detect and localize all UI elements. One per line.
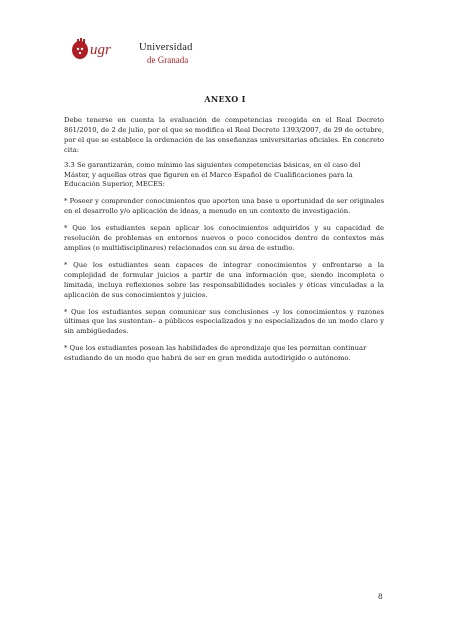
competence-item: * Que los estudiantes posean las habilidades de aprendizaje que les permitan continuar estudiando de un modo que habrá de ser en gran medida autodirigido o autónomo. <box>64 344 367 363</box>
competence-item: * Poseer y comprender conocimientos que aporten una base u oportunidad de ser originales en el desarrollo y/o aplicación de ideas, a menudo en un contexto de investigación. <box>64 197 384 216</box>
competence-item: * Que los estudiantes sepan comunicar sus conclusiones –y los conocimientos y razones últimas que las sustentan– a públicos especializados y no especializados de un modo claro y sin ambigüedades. <box>64 307 384 336</box>
ugr-mark: ugr <box>90 42 111 58</box>
university-name: Universidad <box>139 42 193 53</box>
granada-crest-icon <box>68 30 138 70</box>
page-number: 8 <box>378 592 383 601</box>
document-body <box>64 116 384 371</box>
university-name-block <box>139 42 193 66</box>
university-city: de Granada <box>147 55 189 65</box>
document-title: ANEXO I <box>204 94 246 104</box>
competence-item: * Que los estudiantes sean capaces de integrar conocimientos y enfrentarse a la complejidad de formular juicios a partir de una información que, siendo incompleta o limitada, incluya reflexiones sobre las responsabilidades sociales y éticas vinculadas a la aplicación de sus conocimientos y juicios. <box>64 260 384 299</box>
section-paragraph: 3.3 Se garantizarán, como mínimo las siguientes competencias básicas, en el caso del Máster, y aquellas otras que figuren en el Marco Español de Cualificaciones para la Educación Superior, MECES: <box>64 160 361 189</box>
competence-item: * Que los estudiantes sepan aplicar los conocimientos adquiridos y su capacidad de resolución de problemas en entornos nuevos o poco conocidos dentro de contextos más amplios (o multidisciplinares) relacionados con su área de estudio. <box>64 224 384 252</box>
intro-paragraph: Debe tenerse en cuenta la evaluación de competencias recogida en el Real Decreto 861/2010, de 2 de julio, por el que se modifica el Real Decreto 1393/2007, de 29 de octubre, por el que se establece la ordenación de las enseñanzas universitarias oficiales. En concreto cita: <box>64 116 384 154</box>
